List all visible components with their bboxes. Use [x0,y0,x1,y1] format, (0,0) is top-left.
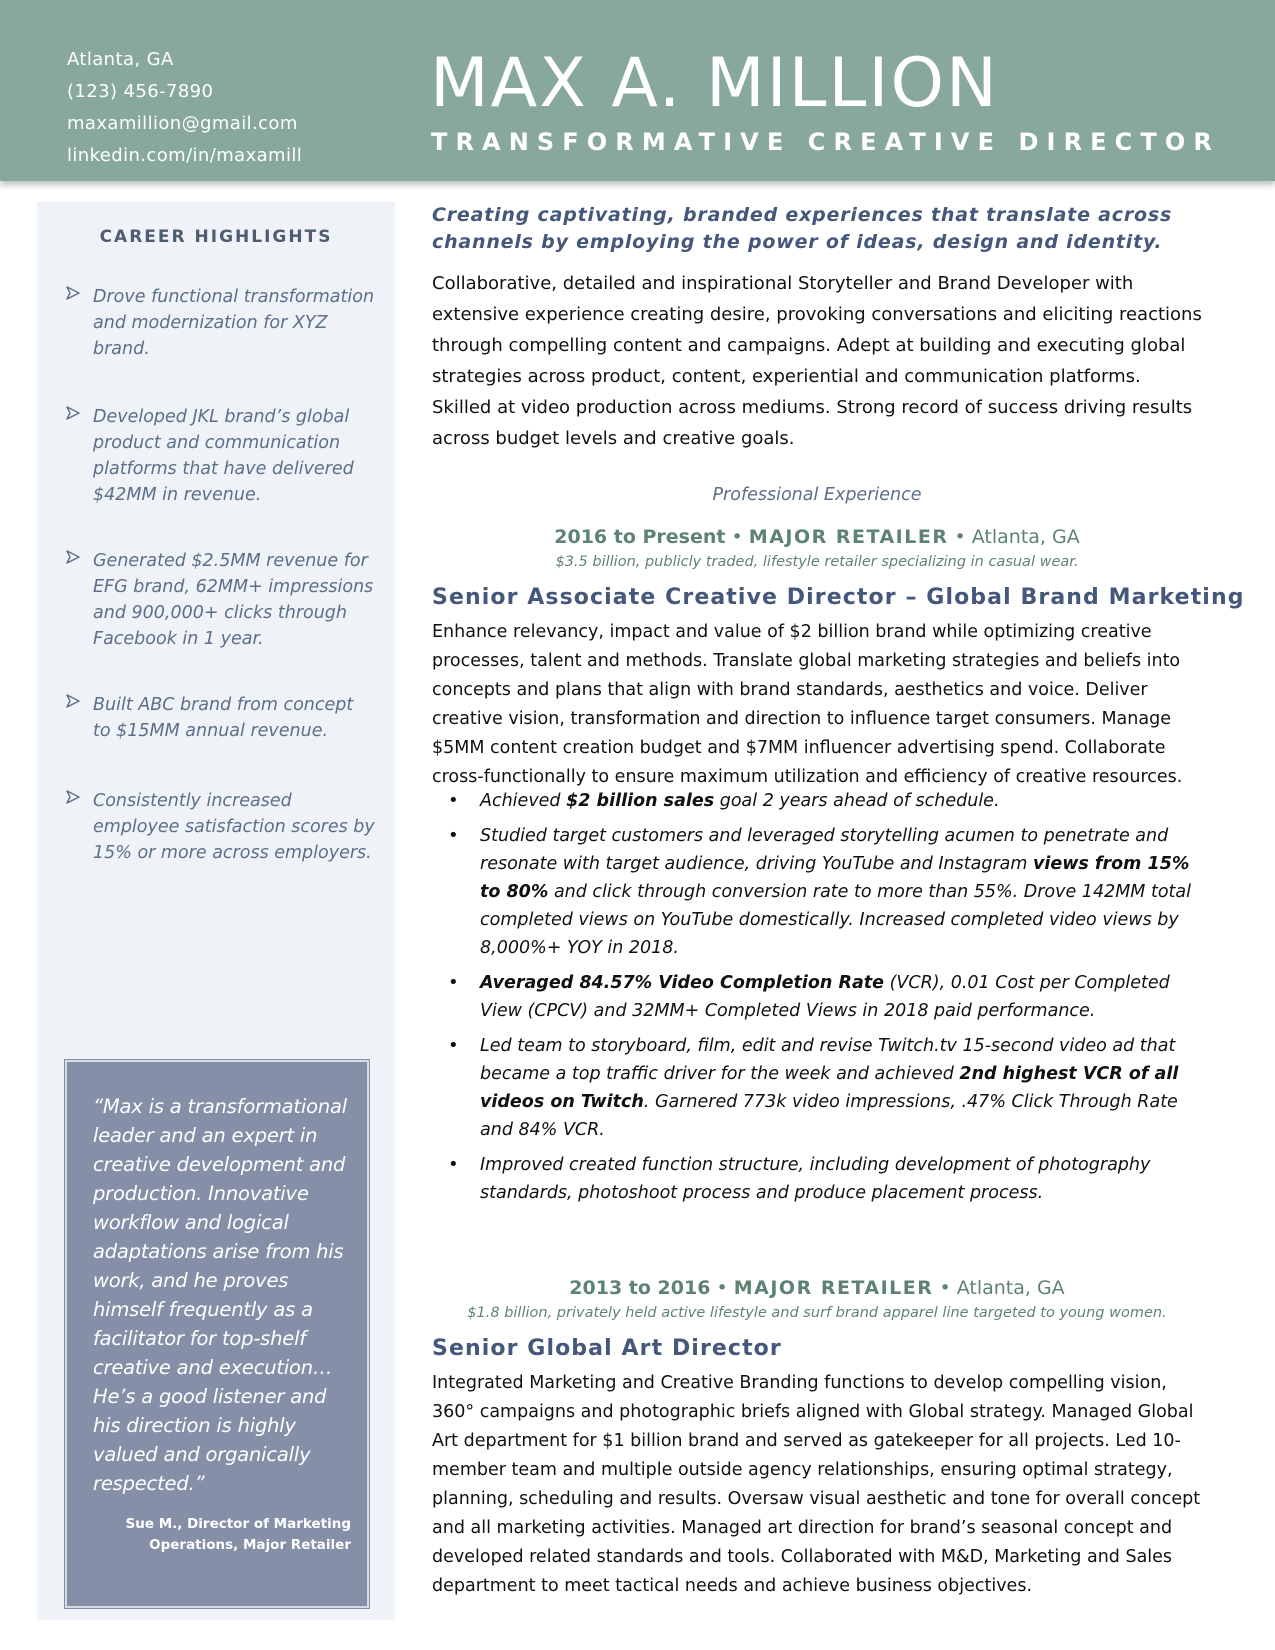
job-heading: 2016 to Present • MAJOR RETAILER • Atlanta, GA [554,526,1080,548]
highlight-item [65,284,375,362]
job-location: Atlanta, GA [956,1277,1065,1299]
header-banner [0,0,1275,181]
contact-location: Atlanta, GA [67,49,174,70]
job-years: 2016 to Present [554,526,726,548]
candidate-name: MAX A. MILLION [430,44,999,123]
achievement-item: • Averaged 84.57% Video Completion Rate (VCR), 0.01 Cost per Completed View (CPCV) and 32MM+ Completed Views in 2018 paid performance. [448,972,1170,1021]
highlight-item [65,404,375,508]
job-summary: Enhance relevancy, impact and value of $2 billion brand while optimizing creative processes, talent and methods. Translate global marketing strategies and beliefs into concepts and plans that align with brand standards, aesthetics and voice. Deliver creative vision, transformation and direction to influence target consumers. Manage $5MM content creation budget and $7MM influencer advertising spend. Collaborate cross-functionally to ensure maximum utilization and efficiency of creative resources. [432,622,1183,787]
career-highlights-title: CAREER HIGHLIGHTS [99,227,333,247]
job-summary: Integrated Marketing and Creative Branding functions to develop compelling vision, 360° campaigns and photographic briefs aligned with Global strategy. Managed Global Art department for $1 billion brand and served as gatekeeper for all projects. Led 10-member team and multiple outside agency relationships, ensuring optimal strategy, planning, scheduling and results. Oversaw visual aesthetic and tone for overall concept and all marketing activities. Managed art direction for brand’s seasonal concept and developed related standards and tools. Collaborated with M&D, Marketing and Sales department to meet tactical needs and achieve business objectives. [432,1373,1201,1596]
contact-email: maxamillion@gmail.com [67,113,298,134]
achievement-item: • Studied target customers and leveraged storytelling acumen to penetrate and resonate with target audience, driving YouTube and Instagram views from 15% to 80% and click through conversion rate to more than 55%. Drove 142MM total completed views on YouTube domestically. Increased completed video views by 8,000%+ YOY in 2018. [448,825,1191,958]
highlight-text: Generated $2.5MM revenue for EFG brand, 62MM+ impressions and 900,000+ clicks through Facebook in 1 year. [93,551,374,649]
sidebar [37,202,395,1620]
highlight-item [65,692,375,744]
achievement-item: • Led team to storyboard, film, edit and revise Twitch.tv 15-second video ad that became a top traffic driver for the week and achieved 2nd highest VCR of all videos on Twitch. Garnered 773k video impressions, .47% Click Through Rate and 84% VCR. [448,1035,1179,1140]
arrow-bullet-icon [65,285,81,301]
arrow-bullet-icon [65,693,81,709]
contact-linkedin: linkedin.com/in/maxamill [67,145,303,166]
highlight-text: Built ABC brand from concept to $15MM annual revenue. [93,695,354,741]
summary-paragraph: Collaborative, detailed and inspirational Storyteller and Brand Developer with extensive experience creating desire, provoking conversations and eliciting reactions through compelling content and campaigns. Adept at building and executing global strategies across product, content, experiential and communication platforms. Skilled at video production across mediums. Strong record of success driving results across budget levels and creative goals. [432,273,1202,449]
achievement-item: • Improved created function structure, including development of photography standards, photoshoot process and produce placement process. [448,1154,1151,1203]
job-company: MAJOR RETAILER [733,1277,934,1299]
achievement-list [432,787,1202,1214]
job-heading: 2013 to 2016 • MAJOR RETAILER • Atlanta, GA [569,1277,1065,1299]
job-years: 2013 to 2016 [569,1277,711,1299]
testimonial-box [65,1060,369,1608]
job-company: MAJOR RETAILER [748,526,949,548]
highlight-text: Drove functional transformation and modernization for XYZ brand. [93,287,375,359]
job-title: Senior Global Art Director [432,1336,782,1361]
contact-block [67,44,302,172]
candidate-tagline: TRANSFORMATIVE CREATIVE DIRECTOR [431,128,1220,156]
arrow-bullet-icon [65,549,81,565]
attribution-line: Operations, Major Retailer [149,1537,351,1553]
arrow-bullet-icon [65,789,81,805]
arrow-bullet-icon [65,405,81,421]
job-title: Senior Associate Creative Director – Global Brand Marketing [432,585,1245,610]
contact-phone: (123) 456-7890 [67,81,214,102]
company-description: $1.8 billion, privately held active lifestyle and surf brand apparel line targeted to young women. [467,1305,1167,1321]
testimonial-attribution [91,1514,351,1556]
job-location: Atlanta, GA [971,526,1080,548]
experience-section-title: Professional Experience [712,485,922,505]
highlight-text: Consistently increased employee satisfaction scores by 15% or more across employers. [93,791,375,863]
achievement-item: • Achieved $2 billion sales goal 2 years ahead of schedule. [448,790,1000,811]
branding-statement: Creating captivating, branded experiences that translate across channels by employing the power of ideas, design and identity. [432,204,1173,253]
testimonial-quote: “Max is a transformational leader and an expert in creative development and production. Innovative workflow and logical adaptations arise from his work, and he proves himself frequently as a facilitator for top-shelf creative and execution… He’s a good listener and his direction is highly valued and organically respected.” [93,1095,347,1495]
attribution-line: Sue M., Director of Marketing [125,1516,351,1532]
highlight-item [65,788,375,866]
highlight-text: Developed JKL brand’s global product and communication platforms that have delivered $42MM in revenue. [93,407,354,505]
highlight-item [65,548,375,652]
company-description: $3.5 billion, publicly traded, lifestyle retailer specializing in casual wear. [555,554,1079,570]
